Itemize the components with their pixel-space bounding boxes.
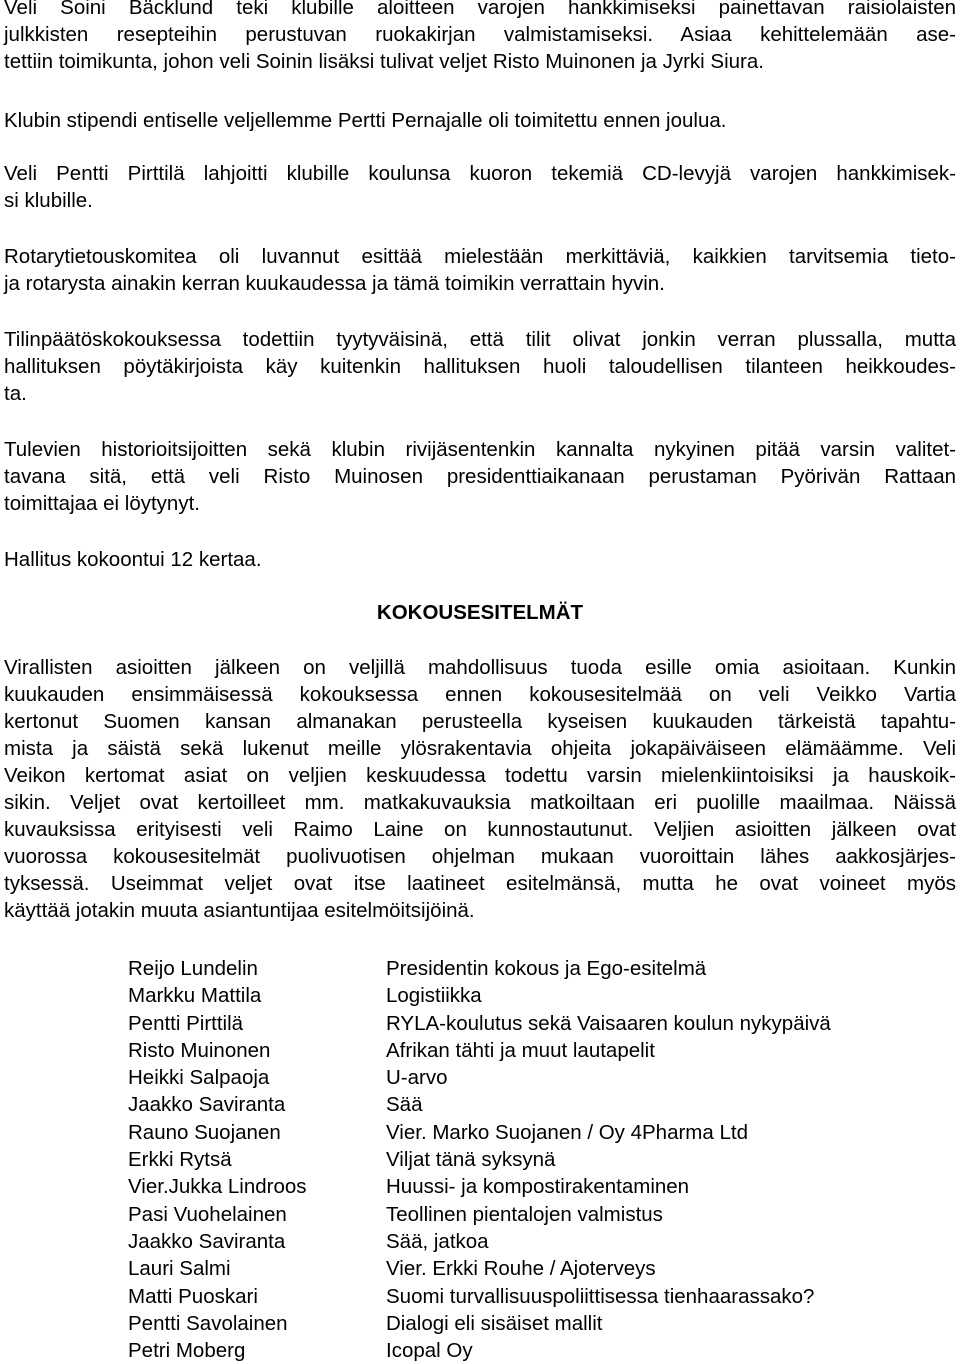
speaker-name: Rauno Suojanen [128,1120,281,1144]
speaker-name: Markku Mattila [128,984,262,1008]
presentation-row [128,982,928,1009]
presentation-row [128,1173,928,1200]
presentation-row [128,1337,928,1364]
presentation-topic: RYLA-koulutus sekä Vaisaaren koulun nykypäivä [386,1011,831,1035]
paragraph-financial-meeting [4,326,956,407]
paragraph-cd-donation [4,160,956,214]
presentation-topic: Presidentin kokous ja Ego-esitelmä [386,957,707,980]
presentation-topic: Teollinen pientalojen valmistus [386,1202,663,1226]
speaker-name: Reijo Lundelin [128,957,258,980]
speaker-name: Pentti Pirttilä [128,1011,244,1035]
speaker-name: Risto Muinonen [128,1038,271,1062]
text-line: ta. [4,382,27,405]
presentation-topic: Viljat tänä syksynä [386,1148,556,1172]
text-line: vuorossa kokousesitelmät puolivuotisen ohjelman mukaan vuoroittain lähes aakkosjärjes- [4,845,956,868]
text-line: Rotarytietouskomitea oli luvannut esittää mielestään merkittäviä, kaikkien tarvitsemia tieto- [4,245,956,268]
paragraph-stipend [4,107,956,134]
speaker-name: Heikki Salpaoja [128,1066,270,1090]
presentation-row [128,1201,928,1228]
paragraph-presentations-intro [4,654,956,924]
speaker-name: Jaakko Saviranta [128,1093,286,1117]
speaker-name: Jaakko Saviranta [128,1229,286,1253]
paragraph-info-committee [4,243,956,297]
presentation-row [128,1283,928,1310]
presentation-row [128,1010,928,1037]
presentation-topic: Vier. Marko Suojanen / Oy 4Pharma Ltd [386,1120,748,1144]
text-line: mista ja säistä sekä lukenut meille ylösrakentavia ohjeita jokapäiväiseen elämäämme. Veli [4,737,956,760]
presentation-row [128,1091,928,1118]
speaker-name: Petri Moberg [128,1339,246,1363]
presentation-topic: Sää, jatkoa [386,1229,489,1253]
presentation-topic: Sää [386,1093,423,1117]
section-heading: KOKOUSESITELMÄT [376,601,584,624]
presentation-topic: Afrikan tähti ja muut lautapelit [386,1038,655,1062]
presentation-row [128,1255,928,1282]
presentation-row [128,1228,928,1255]
text-line: Veli Soini Bäcklund teki klubille aloitteen varojen hankkimiseksi painettavan raisiolaisten [4,0,956,19]
presentation-topic: Logistiikka [386,984,482,1008]
text-line: hallituksen pöytäkirjoista käy kuitenkin hallituksen huoli taloudellisen tilanteen heikkoudes- [4,355,956,378]
speaker-name: Pasi Vuohelainen [128,1202,287,1226]
presentation-row [128,1119,928,1146]
text-line: si klubille. [4,189,93,212]
presentation-row [128,1310,928,1337]
text-line: julkkisten resepteihin perustuvan ruokakirjan valmistamiseksi. Asiaa kehittelemään ase- [4,23,956,46]
text-line: kuukauden ensimmäisessä kokouksessa ennen kokousesitelmää on veli Veikko Vartia [4,683,956,706]
presentation-row [128,1064,928,1091]
presentation-row [128,1037,928,1064]
paragraph-historians [4,436,956,517]
speaker-name: Matti Puoskari [128,1284,258,1308]
presentation-topic: Icopal Oy [386,1339,473,1363]
text-line: toimittajaa ei löytynyt. [4,492,200,515]
text-line: Klubin stipendi entiselle veljellemme Pertti Pernajalle oli toimitettu ennen joulua. [4,109,727,132]
speaker-name: Pentti Savolainen [128,1311,288,1335]
text-line: tettiin toimikunta, johon veli Soinin lisäksi tulivat veljet Risto Muinonen ja Jyrki Siura. [4,50,764,73]
text-line: sikin. Veljet ovat kertoilleet mm. matkakuvauksia matkoiltaan eri puolille maailmaa. Näissä [4,791,956,814]
presentation-row [128,1146,928,1173]
text-line: Tilinpäätöskokouksessa todettiin tyytyväisinä, että tilit olivat jonkin verran plussalla, mutta [4,328,956,351]
text-line: Virallisten asioitten jälkeen on veljillä mahdollisuus tuoda esille omia asioitaan. Kunkin [4,656,956,679]
presentation-topic: Suomi turvallisuuspoliittisessa tienhaarassako? [386,1284,815,1308]
presentations-table-body [128,955,928,1364]
text-line: tyksessä. Useimmat veljet ovat itse laatineet esitelmänsä, mutta he ovat voineet myös [4,872,956,895]
text-line: Hallitus kokoontui 12 kertaa. [4,548,262,571]
presentation-topic: U-arvo [386,1066,448,1090]
presentation-topic: Huussi- ja kompostirakentaminen [386,1175,690,1199]
text-line: kuvauksissa erityisesti veli Raimo Laine on kunnostautunut. Veljien asioitten jälkeen ovat [4,818,956,841]
text-line: kertonut Suomen kansan almanakan perusteella kyseisen kuukauden tärkeistä tapahtu- [4,710,956,733]
paragraph-cookbook [4,0,956,75]
paragraph-board-meetings [4,546,956,573]
presentations-table [128,955,928,1364]
speaker-name: Lauri Salmi [128,1257,231,1281]
text-line: Veli Pentti Pirttilä lahjoitti klubille koulunsa kuoron tekemiä CD-levyjä varojen hankkimisek- [4,162,956,185]
speaker-name: Vier.Jukka Lindroos [128,1175,307,1199]
text-line: Veikon kertomat asiat on veljien keskuudessa todettu varsin mielenkiintoisiksi ja hauskoik- [4,764,956,787]
presentation-topic: Dialogi eli sisäiset mallit [386,1311,603,1335]
speaker-name: Erkki Rytsä [128,1148,232,1172]
text-line: Tulevien historioitsijoitten sekä klubin rivijäsentenkin kannalta nykyinen pitää varsin valitet- [4,438,956,461]
presentation-topic: Vier. Erkki Rouhe / Ajoterveys [386,1257,656,1281]
text-line: käyttää jotakin muuta asiantuntijaa esitelmöitsijöinä. [4,899,475,922]
text-line: ja rotarysta ainakin kerran kuukaudessa ja tämä toimikin verrattain hyvin. [4,272,665,295]
presentation-row [128,955,928,982]
text-line: tavana sitä, että veli Risto Muinosen presidenttiaikanaan perustaman Pyörivän Rattaan [4,465,956,488]
